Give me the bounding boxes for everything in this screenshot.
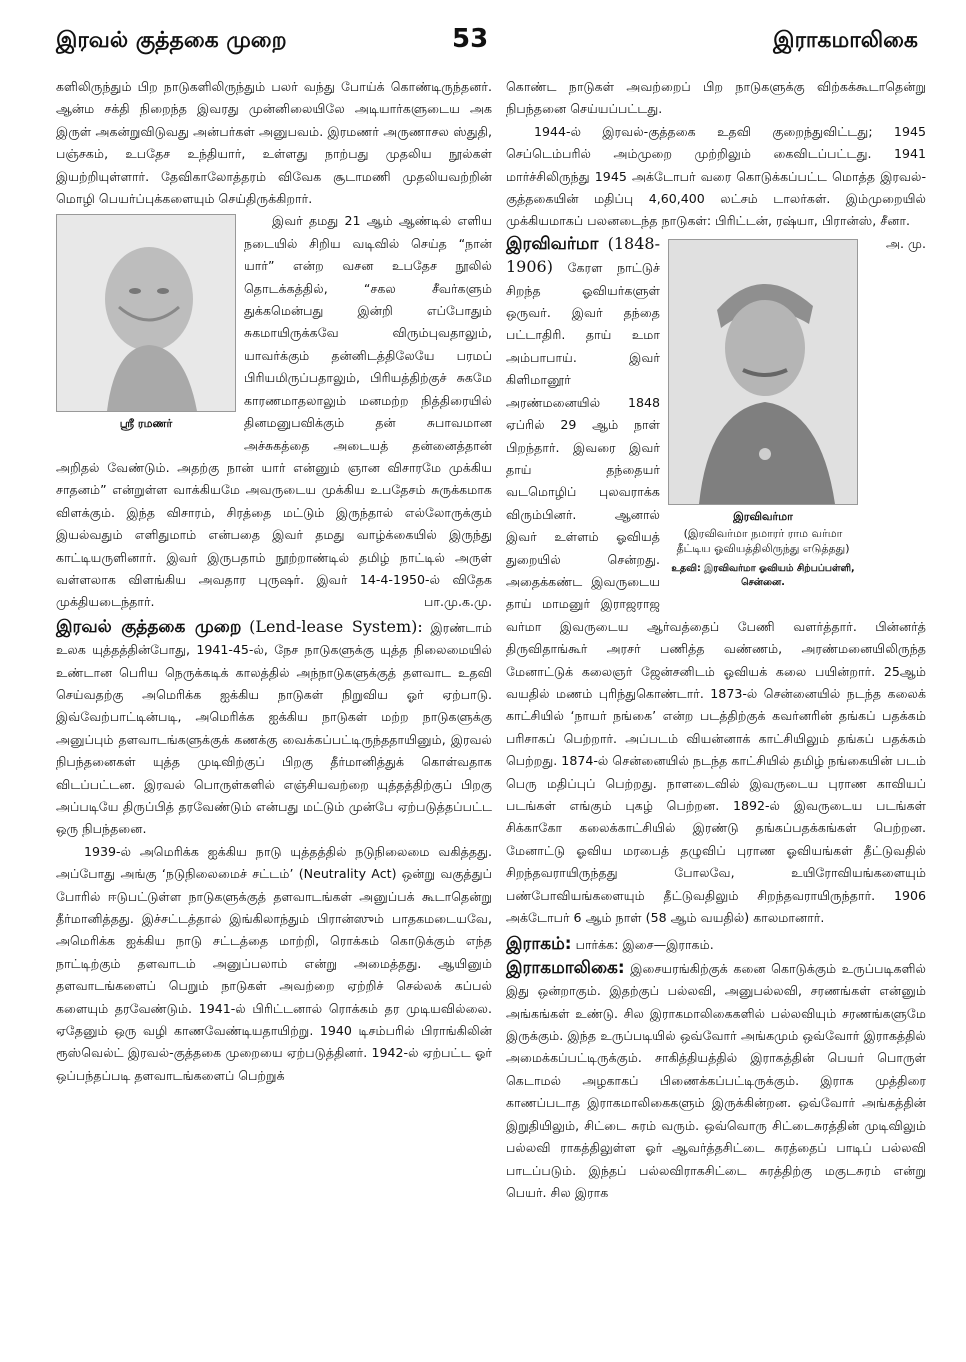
ragamalika-entry-body: இசையரங்கிற்குக் கனை கொடுக்கும் உருப்படிகளில் இது ஒன்றாகும். இதற்குப் பல்லவி, அனுபல்லவி, சரணங்கள் என்னும் அங்கங்கள் உண்டு. சில இராகமாலிகைகளில் பல்லவியும் சரணங்களுமே இருக்கும். இந்த உருப்படியில் ஒவ்வோர் அங்கமும் ஒவ்வோர் இராகத்தில் அமைக்கப்பட்டிருக்கும். சாகித்தியத்தில் இராகத்தின் பெயர் பொருள் கெடாமல் அழகாகப் பிணைக்கப்பட்டிருக்கும். இராக முத்திரை காணப்படாத இராகமாலிகைகளும் இருக்கின்றன. ஒவ்வோர் அங்கத்தின் இறுதியிலும், சிட்டை சுரம் வரும். ஒவ்வொரு சிட்டைசுரத்தின் முடிவிலும் பல்லவி ராகத்திலுள்ள ஓர் ஆவர்த்தசிட்டை சுரத்தைப் பாடிப் பல்லவி பாடப்படும். இந்தப் பல்லவிராகசிட்டை சுரத்திற்கு மகுடசுரம் என்று பெயர். சில இராக [506, 960, 926, 1200]
ramanar-portrait-image [57, 215, 235, 411]
lend-lease-para-4-text: 1944-ல் இரவல்-குத்தகை உதவி குறைந்துவிட்டது; 1945 செப்டெம்பரில் அம்முறை முற்றிலும் கைவிடப்பட்டது. 1941 மார்ச்சிலிருந்து 1945 அக்டோபர் வரை கொடுக்கப்பட்ட மொத்த இரவல்-குத்தகையின் மதிப்பு 4,60,400 லட்சம் டாலர்கள். இம்முறையில் முக்கியமாகப் பலனடைந்த நாடுகள்: பிரிட்டன், ரஷ்யா, பிரான்ஸ், சீனா. [506, 123, 926, 229]
ragam-entry [506, 933, 926, 956]
ravivarma-photo-credit: உதவி: இரவிவர்மா ஓவியம் சிற்பப்பள்ளி, சென்னை. [671, 562, 855, 588]
ravivarma-photo-caption-block [668, 509, 858, 556]
ramanar-para-1 [56, 76, 492, 210]
ravivarma-photo [668, 239, 858, 505]
ramanar-para-2-text: இவர் தமது 21 ஆம் ஆண்டில் எளிய நடையில் சிறிய வடிவில் செய்த “நான் யார்” என்ற வசன உபதேச நூலில் தொடக்கத்தில், “சகல சீவர்களும் துக்கமென்பது இன்றி எப்போதும் சுகமாயிருக்கவே விரும்புவதாலும், யாவர்க்கும் தன்னிடத்திலேயே பரமப் பிரியமிருப்பதாலும், பிரியத்திற்குச் சுகமே காரணமாதலாலும் மனமற்ற நித்திரையில் தினமனுபவிக்கும் தன் சுபாவமான அச்சுகத்தை அடையத் தன்னைத்தான் அறிதல் வேண்டும். அதற்கு நான் யார் என்னும் ஞான விசாரமே முக்கிய சாதனம்” என்றுள்ள வாக்கியமே அவருடைய முக்கிய உபதேசம் சுருக்கமாக விளக்கும். இந்த விசாரம், சிரத்தை மட்டும் இருந்தால் எல்லோருக்கும் இயல்வதும் எளிதுமாம் என்பதை இவர் தமது வாழ்க்கையில் இருந்து காட்டியருளினார். இவர் இருபதாம் நூற்றாண்டில் தமிழ் நாட்டில் அருள் வள்ளலாக விளங்கிய அவதார புருஷர். இவர் 14-4-1950-ல் விதேக முக்தியடைந்தார். [56, 213, 492, 610]
page-number: 53 [452, 24, 489, 54]
lend-lease-para-3-text: 1939-ல் அமெரிக்க ஐக்கிய நாடு யுத்தத்தில் நடுநிலைமை வகித்தது. அப்போது அங்கு ‘நடுநிலைமைச் சட்டம்’ (Neutrality Act) ஒன்று வகுத்துப் போரில் ஈடுபட்டுள்ள நாடுகளுக்குத் தளவாடங்கள் அனுப்பக் கூடாதென்று தீர்மானித்தது. இச்சட்டத்தால் இங்கிலாந்தும் பிரான்ஸும் பாதகமடையவே, அமெரிக்க ஐக்கிய நாடு சட்டத்தை மாற்றி, ரொக்கம் கொடுக்கும் எந்த நாட்டிற்கும் தளவாடம் அனுப்பலாம் என்று அமைத்தது. ஆயினும் தளவாடங்களைப் பெறும் நாடுகள் அவற்றை ஏற்றிச் செல்லக் கப்பல் களையும் தரவேண்டும். 1941-ல் பிரிட்டனால் ரொக்கம் தர முடியவில்லை. ஏதேனும் ஒரு வழி காணவேண்டியதாயிற்று. 1940 டிசம்பரில் பிராங்கிலின் ரூஸ்வெல்ட் இரவல்-குத்தகை முறையை ஏற்படுத்தினர். 1942-ல் ஏற்பட்ட ஓர் ஒப்பந்தப்படி தளவாடங்களைப் பெற்றுக் [56, 843, 492, 1083]
lend-lease-para-3 [56, 841, 492, 1087]
ragamalika-entry [506, 957, 926, 1204]
right-column [506, 76, 926, 1204]
lend-lease-continued [506, 76, 926, 121]
left-column [56, 76, 492, 1087]
ravivarma-figure [668, 239, 858, 590]
lend-lease-author-signature: அ. மு. [886, 235, 926, 251]
ramanar-photo [56, 214, 236, 412]
ragam-entry-title: இராகம்: [506, 934, 572, 955]
ragam-entry-body: பார்க்க: இசை—இராகம். [575, 937, 714, 953]
lend-lease-entry-title: இரவல் குத்தகை முறை [56, 616, 242, 637]
ramanar-para-1-text: களிலிருந்தும் பிற நாடுகளிலிருந்தும் பலர் வந்து போய்க் கொண்டிருந்தனர். ஆன்ம சக்தி நிறைந்த இவரது முன்னிலையிலே அடியார்களுடைய அக இருள் அகன்றுவிடுவது அன்பர்கள் அனுபவம். இரமணர் அருணாசல ஸ்துதி, பஞ்சகம், உபதேச உந்தியார், உள்ளது நாற்பது முதலிய நூல்கள் இயற்றியுள்ளார். தேவிகாலோத்தரம் விவேக சூடாமணி முதலியவற்றின் மொழி பெயர்ப்புக்களையும் செய்திருக்கிறார். [56, 79, 492, 207]
ravivarma-photo-caption: இரவிவர்மா [733, 509, 793, 523]
running-head-left: இரவல் குத்தகை முறை [56, 28, 287, 53]
lend-lease-entry [56, 616, 492, 841]
ramanar-figure [56, 210, 236, 432]
ramanar-author-signature: பா.மு.க.மு. [424, 594, 492, 610]
ravivarma-photo-subcaption: (இரவிவர்மா நமாரர் ராம வர்மா தீட்டிய ஓவியத்திலிருந்து எடுத்தது) [676, 526, 850, 555]
ravivarma-entry-title: இரவிவர்மா [506, 233, 599, 254]
ragamalika-entry-title: இராகமாலிகை: [506, 957, 625, 978]
ravivarma-entry-years: (1848-1906) [506, 233, 660, 277]
ramanar-photo-caption: ஸ்ரீ ரமணர் [119, 417, 173, 431]
lend-lease-entry-english: (Lend-lease System): [249, 616, 423, 636]
running-head-right: இராகமாலிகை [773, 28, 918, 53]
lend-lease-continued-text: கொண்ட நாடுகள் அவற்றைப் பிற நாடுகளுக்கு விற்கக்கூடாதென்று நிபந்தனை செய்யப்பட்டது. [506, 79, 926, 117]
ravivarma-entry-body: கேரள நாட்டுச் சிறந்த ஓவியர்களுள் ஒருவர். இவர் தந்தை பட்டாதிரி. தாய் உமா அம்பாபாய். இவர் கிளிமானூர் அரண்மனையில் 1848 ஏப்ரில் 29 ஆம் நாள் பிறந்தார். இவரை இவர் தாய் தந்தையர் வடமொழிப் புலவராக்க விரும்பினர். ஆனால் இவர் உள்ளம் ஓவியத் துறையில் சென்றது. அதைக்கண்ட இவருடைய தாய் மாமனுர் இராஜராஜ வர்மா இவருடைய ஆர்வத்தைப் பேணி வளர்த்தார். பின்னர்த் திருவிதாங்கூர் அரசர் பணித்த வண்ணம், அரண்மனையிலிருந்த மேனாட்டுக் கலைஞர் ஜேன்சனிடம் ஓவியக் கலை பயின்றார். 25ஆம் வயதில் மணம் புரிந்துகொண்டார். 1873-ல் சென்னையில் நடந்த கலைக் காட்சியில் ‘நாயர் நங்கை’ என்ற படத்திற்குக் கவர்னரின் தங்கப் பதக்கம் பரிசாகப் பெற்றார். அப்படம் வியன்னாக் காட்சியிலும் தங்கப் பதக்கம் பெற்றது. 1874-ல் சென்னையில் நடந்த காட்சியில் தமிழ் நங்கையின் படம் பெரு மதிப்புப் பெற்றது. நாளடைவில் இவருடைய புராண காவியப் படங்கள் எங்கும் புகழ் பெற்றன. 1892-ல் இவருடைய படங்கள் சிக்காகோ கலைக்காட்சியில் இரண்டு தங்கப்பதக்கங்கள் பெற்றன. மேனாட்டு ஓவிய மரபைத் தழுவிப் புராண ஓவியங்கள் தீட்டுவதில் சிறந்தவராயிருந்தது போலவே, உயிரோவியங்களையும் பண்போவியங்களையும் தீட்டுவதிலும் சிறந்தவராயிருந்தார். 1906 அக்டோபர் 6 ஆம் நாள் (58 ஆம் வயதில்) காலமானார். [506, 260, 926, 926]
lend-lease-entry-body: இரண்டாம் உலக யுத்தத்தின்போது, 1941-45-ல், நேச நாடுகளுக்கு யுத்த நிலைமையில் உண்டான பெரிய நெருக்கடிக் காலத்தில் அந்நாடுகளுக்குத் தளவாட உதவி செய்வதற்கு அமெரிக்க ஐக்கிய நாடுகள் நிறுவிய ஓர் ஏற்பாடு. இவ்வேற்பாட்டின்படி, அமெரிக்க ஐக்கிய நாடுகள் மற்ற நாடுகளுக்கு அனுப்பும் தளவாடங்களுக்குக் கணக்கு வைக்கப்பட்டிருந்ததாயினும், இரவல் நிபந்தனைகள் யுத்த முடிவிற்குப் பிறகு தீர்மானித்துக் கொள்வதாக விடப்பட்டன. இரவல் பொருள்களில் எஞ்சியவற்றை யுத்தத்திற்குப் பிறகு அப்படியே திருப்பித் தரவேண்டும் என்பது மட்டும் முன்பே ஏற்படுத்தப்பட்ட ஒரு நிபந்தனை. [56, 619, 492, 837]
ravivarma-portrait-image [669, 240, 857, 504]
